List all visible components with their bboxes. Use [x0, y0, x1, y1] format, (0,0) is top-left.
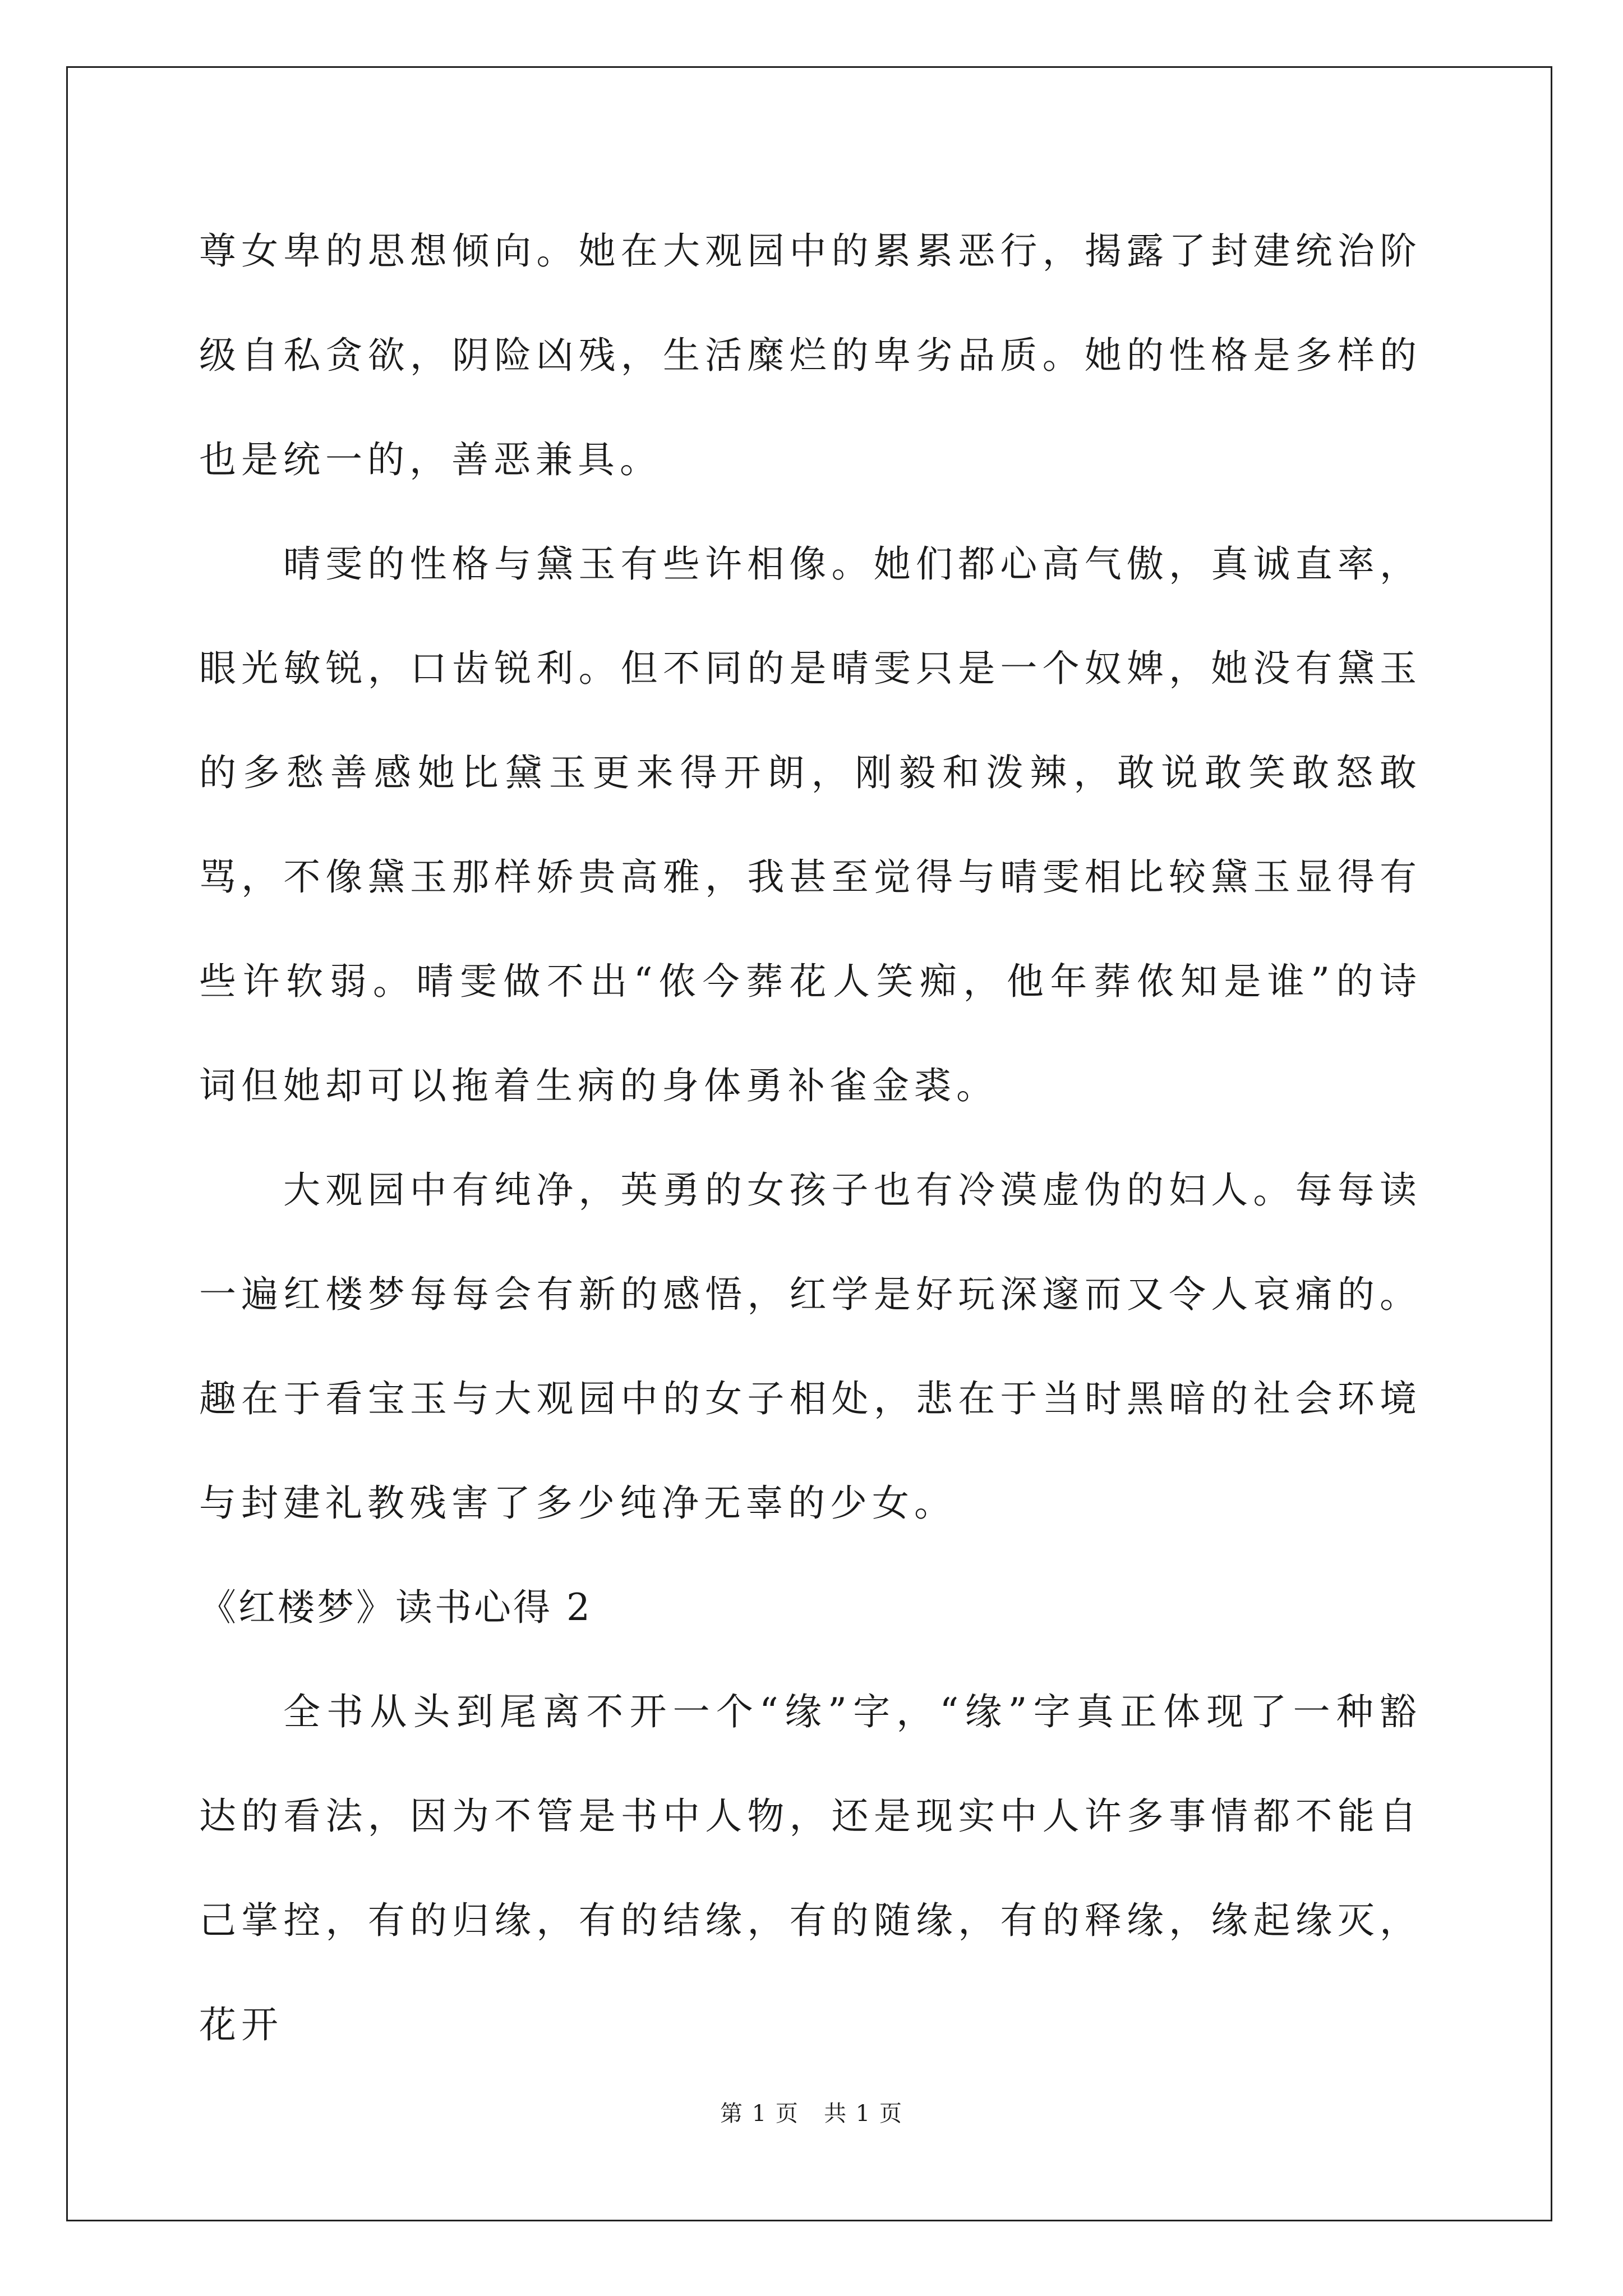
paragraph-daguanyuan: 大观园中有纯净，英勇的女孩子也有冷漠虚伪的妇人。每每读一遍红楼梦每每会有新的感悟，红学是好玩深邃而又令人哀痛的。趣在于看宝玉与大观园中的女子相处，悲在于当时黑暗的社会环境与封建礼教残害了多少纯净无辜的少女。 — [199, 1168, 1422, 1525]
paragraph-yuan: 全书从头到尾离不开一个“缘”字，“缘”字真正体现了一种豁达的看法，因为不管是书中人物，还是现实中人许多事情都不能自己掌控，有的归缘，有的结缘，有的随缘，有的释缘，缘起缘灭，花开 — [199, 1690, 1422, 2046]
document-body — [199, 199, 1422, 2077]
paragraph-qingwen: 晴雯的性格与黛玉有些许相像。她们都心高气傲，真诚直率，眼光敏锐，口齿锐利。但不同的是晴雯只是一个奴婢，她没有黛玉的多愁善感她比黛玉更来得开朗，刚毅和泼辣，敢说敢笑敢怒敢骂，不像黛玉那样娇贵高雅，我甚至觉得与晴雯相比较黛玉显得有些许软弱。晴雯做不出“侬今葬花人笑痴，他年葬侬知是谁”的诗词但她却可以拖着生病的身体勇补雀金裘。 — [199, 542, 1422, 1107]
section-heading: 《红楼梦》读书心得 2 — [199, 1586, 592, 1629]
paragraph-continued: 尊女卑的思想倾向。她在大观园中的累累恶行，揭露了封建统治阶级自私贪欲，阴险凶残，生活糜烂的卑劣品质。她的性格是多样的也是统一的，善恶兼具。 — [199, 229, 1422, 481]
page-footer: 第 1 页 共 1 页 — [720, 2101, 903, 2127]
